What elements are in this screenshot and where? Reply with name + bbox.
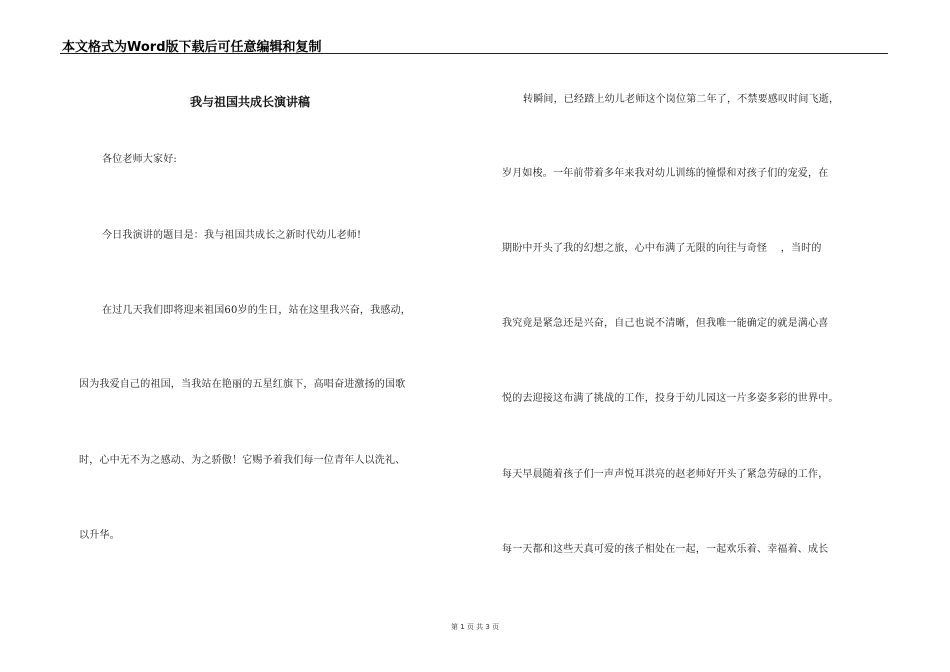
paragraph-line: 悦的去迎接这布满了挑战的工作，投身于幼儿园这一片多姿多彩的世界中。	[502, 393, 839, 404]
paragraph-line: 每一天都和这些天真可爱的孩子相处在一起，一起欢乐着、幸福着、成长	[502, 544, 829, 555]
document-title: 我与祖国共成长演讲稿	[190, 95, 311, 109]
page-footer: 第 1 页 共 3 页	[450, 623, 500, 631]
paragraph-line: 各位老师大家好:	[102, 154, 177, 165]
paragraph-line: 今日我演讲的题目是：我与祖国共成长之新时代幼儿老师!	[102, 230, 362, 241]
paragraph-line: 岁月如梭。一年前带着多年来我对幼儿训练的憧憬和对孩子们的宠爱，在	[502, 168, 829, 179]
paragraph-line: 时，心中无不为之感动、为之骄傲！它赐予着我们每一位青年人以洗礼、	[79, 455, 406, 466]
paragraph-line: 我究竟是紧急还是兴奋，自己也说不清晰，但我唯一能确定的就是满心喜	[502, 318, 829, 329]
paragraph-line: 因为我爱自己的祖国，当我站在艳丽的五星红旗下，高唱奋进激扬的国歌	[79, 379, 406, 390]
paragraph-line: 每天早晨随着孩子们一声声悦耳洪亮的赵老师好开头了紧急劳碌的工作，	[502, 469, 829, 480]
paragraph-line: 在过几天我们即将迎来祖国60岁的生日，站在这里我兴奋，我感动，	[102, 305, 411, 316]
paragraph-line: 转瞬间，已经踏上幼儿老师这个岗位第二年了，不禁要感叹时间飞逝，	[523, 94, 840, 105]
paragraph-line: 以升华。	[79, 530, 120, 541]
paragraph-line: 期盼中开头了我的幻想之旅，心中布满了无限的向往与奇怪 ，当时的	[502, 243, 822, 254]
header-title: 本文格式为Word版下载后可任意编辑和复制	[62, 40, 322, 55]
